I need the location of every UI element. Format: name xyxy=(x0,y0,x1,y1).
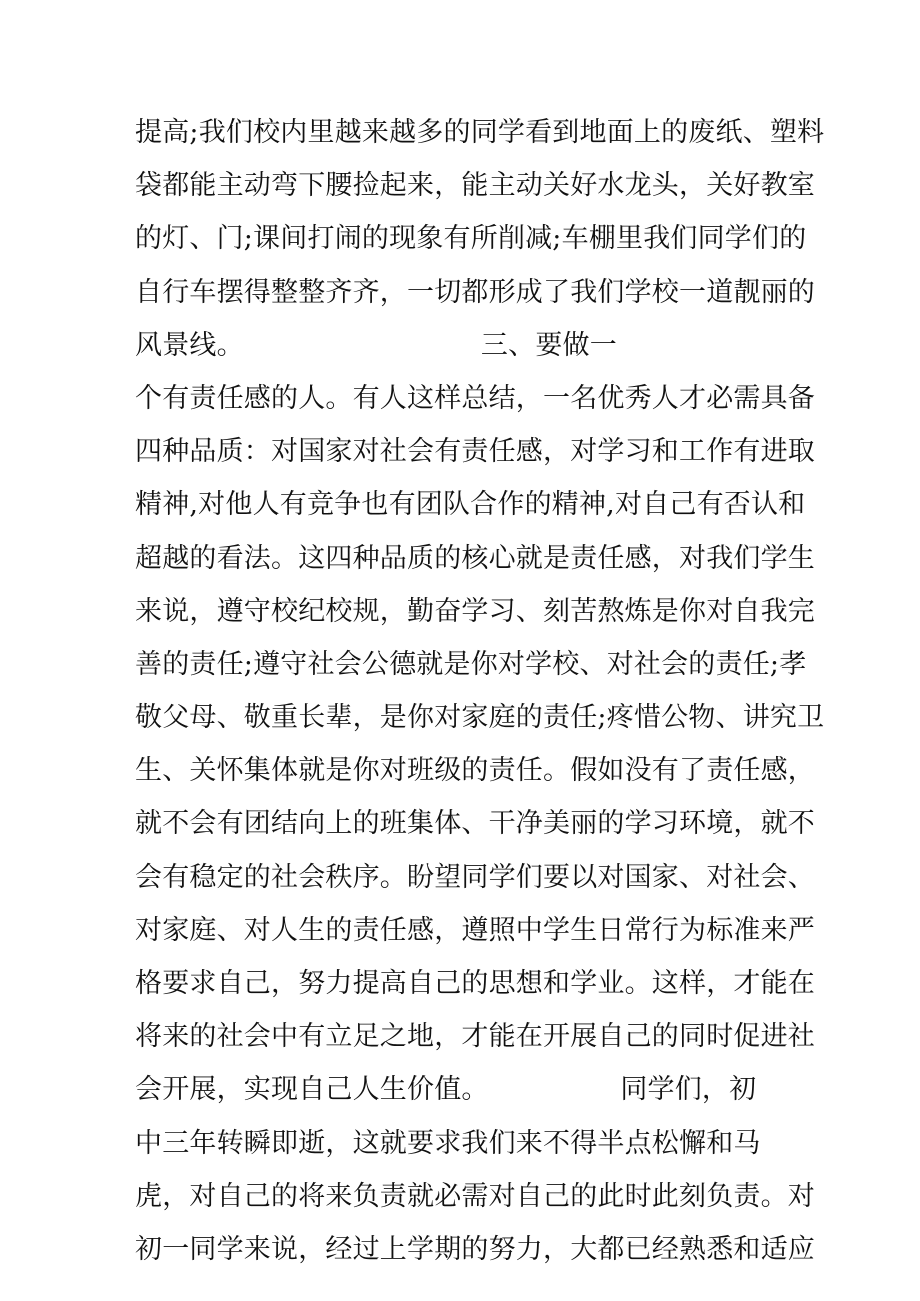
text-line: 敬父母、敬重长辈，是你对家庭的责任;疼惜公物、讲究卫 xyxy=(135,702,825,734)
text-line: 善的责任;遵守社会公德就是你对学校、对社会的责任;孝 xyxy=(135,648,807,680)
text-line: 自行车摆得整整齐齐，一切都形成了我们学校一道靓丽的 xyxy=(135,276,815,308)
text-line: 四种品质：对国家对社会有责任感，对学习和工作有进取 xyxy=(135,436,815,468)
text-line: 超越的看法。这四种品质的核心就是责任感，对我们学生 xyxy=(135,542,815,574)
text-line: 初一同学来说，经过上学期的努力，大都已经熟悉和适应 xyxy=(135,1233,815,1265)
text-line: 将来的社会中有立足之地，才能在开展自己的同时促进社 xyxy=(135,1021,815,1053)
text-line: 就不会有团结向上的班集体、干净美丽的学习环境，就不 xyxy=(135,808,815,840)
text-line: 提高;我们校内里越来越多的同学看到地面上的废纸、塑料 xyxy=(135,117,825,148)
text-line: 风景线。 三、要做一 xyxy=(135,329,617,361)
text-line: 来说，遵守校纪校规，勤奋学习、刻苦熬炼是你对自我完 xyxy=(135,595,815,627)
text-line: 精神,对他人有竞争也有团队合作的精神,对自己有否认和 xyxy=(135,489,806,521)
text-line: 会有稳定的社会秩序。盼望同学们要以对国家、对社会、 xyxy=(135,861,815,893)
text-line: 中三年转瞬即逝，这就要求我们来不得半点松懈和马 xyxy=(135,1127,761,1159)
body-text xyxy=(135,106,825,1276)
text-line: 个有责任感的人。有人这样总结，一名优秀人才必需具备 xyxy=(135,382,815,414)
text-line: 会开展，实现自己人生价值。 同学们，初 xyxy=(135,1074,757,1106)
text-line: 虎，对自己的将来负责就必需对自己的此时此刻负责。对 xyxy=(135,1180,815,1212)
text-line: 的灯、门;课间打闹的现象有所削减;车棚里我们同学们的 xyxy=(135,223,807,255)
text-line: 袋都能主动弯下腰捡起来，能主动关好水龙头，关好教室 xyxy=(135,170,815,202)
text-line: 生、关怀集体就是你对班级的责任。假如没有了责任感， xyxy=(135,755,815,787)
text-line: 对家庭、对人生的责任感，遵照中学生日常行为标准来严 xyxy=(135,914,815,946)
text-line: 格要求自己，努力提高自己的思想和学业。这样，才能在 xyxy=(135,968,815,999)
